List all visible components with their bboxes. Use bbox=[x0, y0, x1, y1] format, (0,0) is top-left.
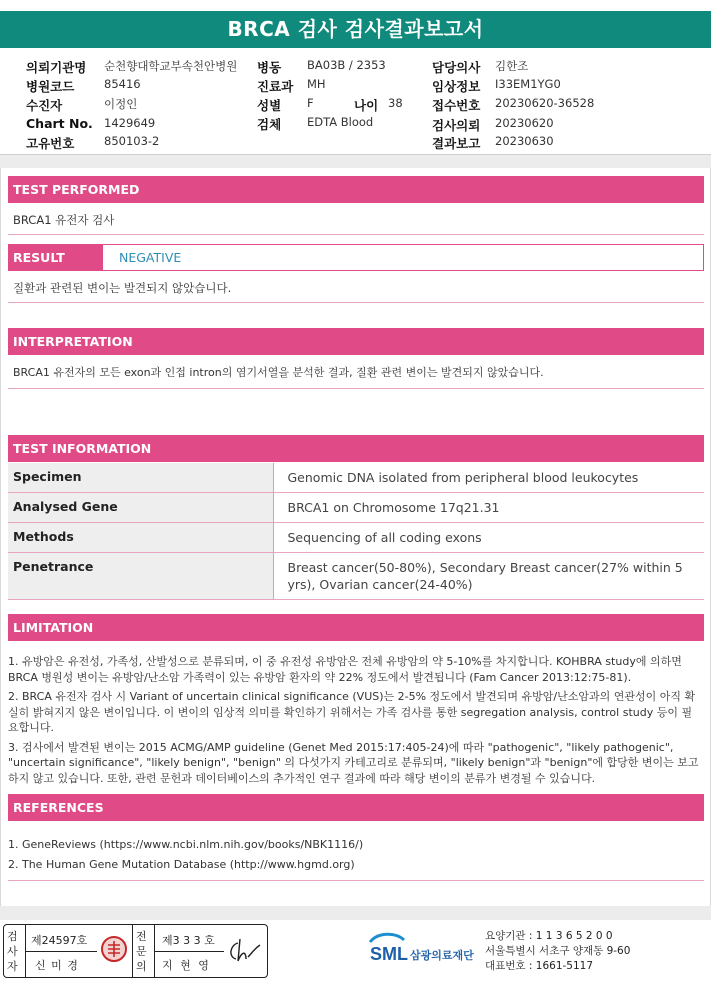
seal-icon bbox=[100, 935, 128, 963]
institution-value: 순천향대학교부속천안병원 bbox=[104, 59, 238, 73]
clinical-label: 임상정보 bbox=[432, 79, 481, 94]
examiner-label: 검사자 bbox=[7, 930, 18, 973]
result-value: NEGATIVE bbox=[103, 244, 704, 271]
request-label: 검사의뢰 bbox=[432, 118, 481, 133]
ward-label: 병동 bbox=[257, 60, 282, 75]
list-item: 3. 검사에서 발견된 변이는 2015 ACMG/AMP guideline (Genet Med 2015:17:405-24)에 따라 "pathogenic", "likely pathogenic", "uncertain significance", "likely benign", "benign" 의 다섯가지 카테고리로 분류되며, "likely benign"과 "benign"에 합당한 변이는 보고하지 않고 있습니다. 또한, 관련 문헌과 데이터베이스의 추가적인 연구 결과에 따라 해당 변이의 분류가 변경될 수 있습니다. bbox=[8, 740, 699, 785]
examiner-name: 신 미 경 bbox=[35, 959, 79, 972]
institution-label: 의뢰기관명 bbox=[26, 60, 87, 75]
receipt-value: 20230620-36528 bbox=[495, 96, 595, 110]
signature-box bbox=[3, 924, 268, 978]
reviewer-label: 전문의 bbox=[136, 930, 147, 973]
info-key: Analysed Gene bbox=[8, 493, 273, 523]
divider bbox=[8, 234, 704, 235]
footer-band bbox=[0, 906, 711, 920]
info-value: BRCA1 on Chromosome 17q21.31 bbox=[273, 493, 704, 523]
table-row bbox=[8, 493, 704, 523]
receipt-label: 접수번호 bbox=[432, 98, 481, 113]
list-item: 1. GeneReviews (https://www.ncbi.nlm.nih.gov/books/NBK1116/) bbox=[8, 838, 364, 851]
reviewer-name: 지 현 영 bbox=[162, 959, 211, 972]
test-information-table bbox=[8, 463, 704, 600]
signature-icon bbox=[224, 935, 264, 967]
dept-value: MH bbox=[307, 77, 326, 91]
examiner-number: 제24597호 bbox=[31, 934, 88, 947]
age-label: 나이 bbox=[354, 98, 379, 113]
interpretation-text: BRCA1 유전자의 모든 exon과 인접 intron의 염기서열을 분석한 결과, 질환 관련 변이는 발견되지 않았습니다. bbox=[13, 366, 544, 379]
chart-label: Chart No. bbox=[26, 116, 93, 131]
result-heading: RESULT bbox=[8, 244, 103, 271]
report-label: 결과보고 bbox=[432, 136, 481, 151]
clinical-value: I33EM1YG0 bbox=[495, 77, 561, 91]
report-title: BRCA 검사 검사결과보고서 bbox=[0, 11, 711, 48]
header-band bbox=[0, 155, 711, 168]
specimen-value: EDTA Blood bbox=[307, 115, 374, 129]
request-value: 20230620 bbox=[495, 116, 554, 130]
test-performed-heading: TEST PERFORMED bbox=[8, 176, 704, 203]
divider bbox=[8, 880, 704, 881]
references-list bbox=[8, 835, 363, 875]
references-heading: REFERENCES bbox=[8, 794, 704, 821]
id-label: 고유번호 bbox=[26, 136, 75, 151]
test-information-heading: TEST INFORMATION bbox=[8, 435, 704, 462]
sex-value: F bbox=[307, 96, 314, 110]
dept-label: 진료과 bbox=[257, 79, 294, 94]
info-key: Penetrance bbox=[8, 553, 273, 600]
report-value: 20230630 bbox=[495, 134, 554, 148]
doctor-value: 김한조 bbox=[495, 59, 529, 73]
divider bbox=[8, 302, 704, 303]
specimen-label: 검체 bbox=[257, 117, 282, 132]
limitation-heading: LIMITATION bbox=[8, 614, 704, 641]
contact-line: 서울특별시 서초구 양재동 9-60 bbox=[485, 945, 631, 957]
divider bbox=[8, 388, 704, 389]
patient-label: 수진자 bbox=[26, 98, 63, 113]
limitation-list bbox=[8, 654, 700, 790]
info-key: Methods bbox=[8, 523, 273, 553]
id-value: 850103-2 bbox=[104, 134, 160, 148]
ward-value: BA03B / 2353 bbox=[307, 58, 386, 72]
reviewer-number: 제3 3 3 호 bbox=[162, 934, 215, 947]
doctor-label: 담당의사 bbox=[432, 60, 481, 75]
sex-label: 성별 bbox=[257, 98, 282, 113]
contact-line: 요양기관 : 1 1 3 6 5 2 0 0 bbox=[485, 930, 613, 942]
age-value: 38 bbox=[388, 96, 403, 110]
patient-value: 이정인 bbox=[104, 97, 138, 111]
logo-subtext: 삼광의료재단 bbox=[410, 949, 474, 962]
contact-line: 대표번호 : 1661-5117 bbox=[485, 960, 594, 972]
list-item: 2. The Human Gene Mutation Database (http://www.hgmd.org) bbox=[8, 858, 355, 871]
table-row bbox=[8, 523, 704, 553]
list-item: 1. 유방암은 유전성, 가족성, 산발성으로 분류되며, 이 중 유전성 유방암은 전체 유방암의 약 5-10%를 차지합니다. KOHBRA study에 의하면 BRCA 병원성 변이는 유방암/난소암 가족력이 있는 유방암 환자의 약 22% 정도에서 발견됩니다 (Fam Cancer 2013:12:75-81). bbox=[8, 655, 682, 684]
info-value: Breast cancer(50-80%), Secondary Breast cancer(27% within 5 yrs), Ovarian cancer(24-40%) bbox=[273, 553, 704, 600]
sml-logo bbox=[366, 930, 486, 970]
table-row bbox=[8, 553, 704, 600]
code-label: 병원코드 bbox=[26, 79, 75, 94]
contact-info bbox=[485, 929, 630, 974]
result-text: 질환과 관련된 변이는 발견되지 않았습니다. bbox=[13, 281, 232, 295]
list-item: 2. BRCA 유전자 검사 시 Variant of uncertain clinical significance (VUS)는 2-5% 정도에서 발견되며 유방암/난소암과의 연관성이 아직 확실히 밝혀지지 않은 변이입니다. 이 변이의 임상적 의미를 확인하기 위해서는 가족 검사를 통한 segregation analysis, control study 등이 필요합니다. bbox=[8, 690, 696, 734]
info-value: Sequencing of all coding exons bbox=[273, 523, 704, 553]
table-row bbox=[8, 463, 704, 493]
divider bbox=[154, 951, 224, 952]
info-key: Specimen bbox=[8, 463, 273, 493]
logo-text: SML bbox=[370, 944, 408, 964]
divider bbox=[132, 925, 133, 977]
interpretation-heading: INTERPRETATION bbox=[8, 328, 704, 355]
divider bbox=[25, 951, 97, 952]
chart-value: 1429649 bbox=[104, 116, 156, 130]
test-performed-text: BRCA1 유전자 검사 bbox=[13, 213, 115, 227]
code-value: 85416 bbox=[104, 77, 141, 91]
info-value: Genomic DNA isolated from peripheral blood leukocytes bbox=[273, 463, 704, 493]
